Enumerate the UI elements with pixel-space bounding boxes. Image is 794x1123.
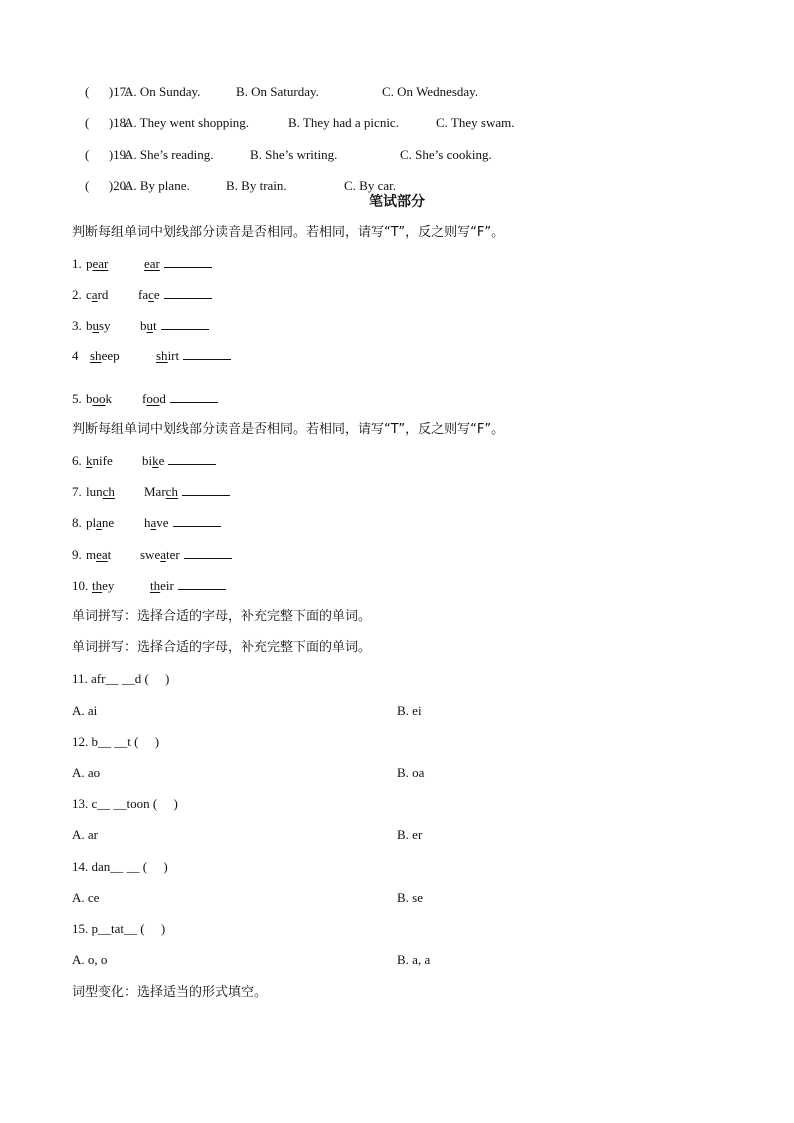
- word: lunch: [86, 484, 115, 499]
- option-b: B. oa: [397, 765, 425, 780]
- option-b: B. ei: [397, 703, 422, 718]
- word: plane: [86, 515, 115, 530]
- underlined-part: oo: [92, 391, 106, 406]
- underlined-part: u: [92, 318, 99, 333]
- option-a: A. ce: [72, 890, 100, 905]
- spelling-question: 14. dan__ __ ( ): [72, 859, 168, 874]
- pronunciation-row: [72, 318, 157, 334]
- word: meat: [86, 547, 112, 562]
- answer-blank[interactable]: [161, 318, 209, 330]
- answer-blank[interactable]: [168, 453, 216, 465]
- item-number: 5.: [72, 391, 82, 406]
- section-title: 笔试部分: [369, 194, 425, 210]
- option-b: B. se: [397, 890, 423, 905]
- word: sheep: [90, 348, 120, 363]
- underlined-part: sh: [156, 348, 168, 363]
- word: sweater: [140, 547, 180, 562]
- word: they: [92, 578, 115, 593]
- word: knife: [86, 453, 113, 468]
- item-number: 10.: [72, 578, 89, 593]
- pronunciation-row: [72, 391, 166, 407]
- underlined-part: th: [92, 578, 103, 593]
- spelling-question: 13. c__ __toon ( ): [72, 796, 178, 811]
- answer-blank[interactable]: [164, 256, 212, 268]
- underlined-part: ear: [92, 256, 109, 271]
- underlined-part: a: [150, 515, 157, 530]
- item-number: 6.: [72, 453, 82, 468]
- option-a: A. o, o: [72, 952, 108, 967]
- item-number: 4: [72, 348, 79, 363]
- item-number: 1.: [72, 256, 82, 271]
- option-a: A. ao: [72, 765, 101, 780]
- word: card: [86, 287, 109, 302]
- item-number: 7.: [72, 484, 82, 499]
- spelling-question: 11. afr__ __d ( ): [72, 671, 170, 686]
- word: book: [86, 391, 112, 406]
- instruction-word-forms: 词型变化：选择适当的形式填空。: [72, 985, 268, 1000]
- item-number: 2.: [72, 287, 82, 302]
- word: food: [142, 391, 166, 406]
- instruction-pronunciation-1: 判断每组单词中划线部分读音是否相同。若相同，请写“T”，反之则写“F”。: [72, 225, 505, 240]
- word: have: [144, 515, 169, 530]
- underlined-part: ear: [144, 256, 160, 271]
- underlined-part: th: [150, 578, 161, 593]
- underlined-part: a: [160, 547, 166, 562]
- word: busy: [86, 318, 111, 333]
- pronunciation-row: [72, 256, 160, 272]
- word: March: [144, 484, 178, 499]
- option-b: B. er: [397, 827, 423, 842]
- underlined-part: sh: [90, 348, 102, 363]
- pronunciation-row: [72, 578, 174, 594]
- answer-blank[interactable]: [164, 287, 212, 299]
- word: but: [140, 318, 157, 333]
- word: pear: [86, 256, 109, 271]
- option-a: A. ar: [72, 827, 98, 842]
- underlined-part: k: [86, 453, 93, 468]
- option-b: B. a, a: [397, 952, 431, 967]
- underlined-part: ch: [102, 484, 115, 499]
- underlined-part: ea: [96, 547, 108, 562]
- underlined-part: a: [96, 515, 102, 530]
- underlined-part: ch: [165, 484, 178, 499]
- word: face: [138, 287, 160, 302]
- underlined-part: a: [91, 287, 98, 302]
- answer-blank[interactable]: [173, 515, 221, 527]
- pronunciation-row: [72, 453, 165, 469]
- word: [144, 256, 160, 271]
- underlined-part: u: [146, 318, 153, 333]
- item-number: 9.: [72, 547, 82, 562]
- word: shirt: [156, 348, 180, 363]
- instruction-spelling-1: 单词拼写：选择合适的字母，补充完整下面的单词。: [72, 609, 372, 624]
- answer-blank[interactable]: [184, 547, 232, 559]
- item-number: 3.: [72, 318, 82, 333]
- word: their: [150, 578, 174, 593]
- instruction-spelling-2: 单词拼写：选择合适的字母，补充完整下面的单词。: [72, 640, 372, 655]
- word: bike: [142, 453, 165, 468]
- pronunciation-row: [72, 515, 169, 531]
- spelling-question: 12. b__ __t ( ): [72, 734, 160, 749]
- underlined-part: k: [152, 453, 159, 468]
- answer-blank[interactable]: [182, 484, 230, 496]
- pronunciation-row: [72, 348, 180, 364]
- option-a: A. ai: [72, 703, 98, 718]
- instruction-pronunciation-2: 判断每组单词中划线部分读音是否相同。若相同，请写“T”，反之则写“F”。: [72, 422, 505, 437]
- question-17: ( )17. A. On Sunday. B. On Saturday. C. On Wednesday.: [85, 84, 479, 99]
- question-18: ( )18. A. They went shopping. B. They had a picnic. C. They swam.: [85, 115, 515, 130]
- pronunciation-row: [72, 484, 178, 500]
- answer-blank[interactable]: [178, 578, 226, 590]
- question-19: ( )19. A. She’s reading. B. She’s writing. C. She’s cooking.: [85, 147, 492, 162]
- underlined-part: c: [148, 287, 154, 302]
- answer-blank[interactable]: [183, 348, 231, 360]
- pronunciation-row: [72, 287, 160, 303]
- answer-blank[interactable]: [170, 391, 218, 403]
- item-number: 8.: [72, 515, 82, 530]
- underlined-part: oo: [146, 391, 160, 406]
- question-20: ( )20. A. By plane. B. By train. C. By car.: [85, 178, 396, 193]
- pronunciation-row: [72, 547, 180, 563]
- spelling-question: 15. p__tat__ ( ): [72, 921, 166, 936]
